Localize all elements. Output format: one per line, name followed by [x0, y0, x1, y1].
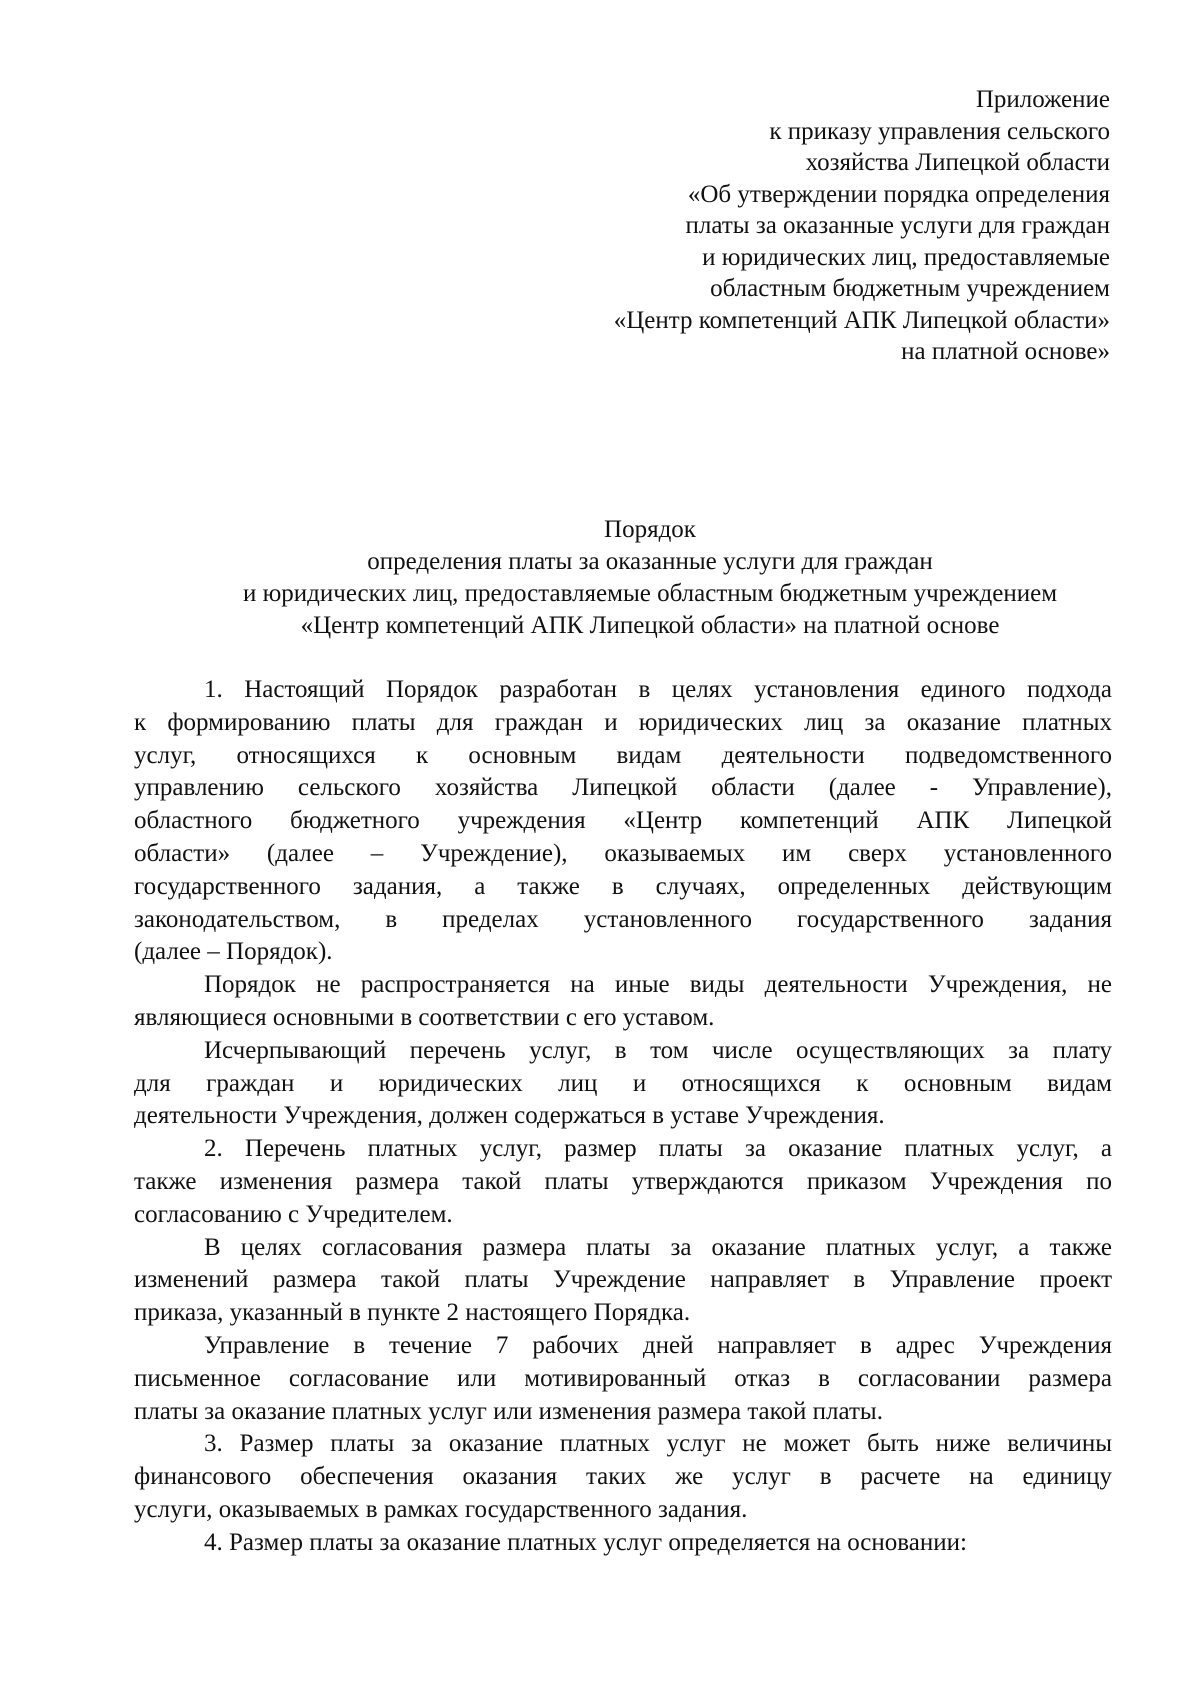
paragraph-line: 3. Размер платы за оказание платных услуг не может быть ниже величины: [204, 1430, 1112, 1458]
paragraph-line: платы за оказание платных услуг или изменения размера такой платы.: [134, 1397, 883, 1425]
paragraph: [134, 1330, 1112, 1428]
document-body: [134, 674, 1112, 1560]
paragraph-line: 2. Перечень платных услуг, размер платы за оказание платных услуг, а: [204, 1135, 1112, 1163]
paragraph: [134, 674, 1112, 969]
paragraph-line: согласованию с Учредителем.: [134, 1200, 453, 1228]
paragraph-line: являющиеся основными в соответствии с его уставом.: [134, 1003, 715, 1031]
paragraph: [134, 1428, 1112, 1526]
title-line: Порядок: [604, 516, 696, 543]
paragraph-line: письменное согласование или мотивированный отказ в согласовании размера: [134, 1364, 1112, 1392]
paragraph-line: В целях согласования размера платы за оказание платных услуг, а также: [204, 1233, 1112, 1261]
paragraph-line: 4. Размер платы за оказание платных услуг определяется на основании:: [204, 1528, 967, 1556]
paragraph-line: к формированию платы для граждан и юридических лиц за оказание платных: [134, 708, 1112, 736]
paragraph-line: (далее – Порядок).: [134, 938, 333, 966]
paragraph-line: Управление в течение 7 рабочих дней направляет в адрес Учреждения: [204, 1331, 1112, 1359]
paragraph-line: услуги, оказываемых в рамках государственного задания.: [134, 1495, 748, 1523]
paragraph: [134, 969, 1112, 1035]
paragraph-line: законодательством, в пределах установленного государственного задания: [134, 905, 1112, 933]
appendix-line: на платной основе»: [901, 338, 1110, 365]
paragraph-line: государственного задания, а также в случаях, определенных действующим: [134, 872, 1112, 900]
paragraph-line: управлению сельского хозяйства Липецкой области (далее - Управление),: [134, 774, 1112, 802]
title-line: «Центр компетенций АПК Липецкой области» на платной основе: [300, 612, 1000, 639]
appendix-line: хозяйства Липецкой области: [805, 149, 1110, 176]
paragraph-line: услуг, относящихся к основным видам деятельности подведомственного: [134, 741, 1112, 769]
paragraph: [134, 1133, 1112, 1231]
appendix-line: платы за оказанные услуги для граждан: [685, 212, 1110, 239]
paragraph: [134, 1527, 1112, 1560]
paragraph-line: финансового обеспечения оказания таких же услуг в расчете на единицу: [134, 1463, 1112, 1491]
title-line: определения платы за оказанные услуги для граждан: [367, 548, 933, 575]
appendix-line: «Об утверждении порядка определения: [687, 180, 1110, 208]
paragraph-line: области» (далее – Учреждение), оказываемых им сверх установленного: [134, 839, 1112, 867]
paragraph-line: для граждан и юридических лиц и относящихся к основным видам: [134, 1069, 1112, 1097]
paragraph: [134, 1232, 1112, 1330]
appendix-line: к приказу управления сельского: [769, 117, 1110, 145]
paragraph: [134, 1035, 1112, 1133]
paragraph-line: приказа, указанный в пункте 2 настоящего Порядка.: [134, 1299, 691, 1327]
document-title: [100, 514, 1200, 642]
paragraph-line: изменений размера такой платы Учреждение направляет в Управление проект: [134, 1266, 1112, 1294]
paragraph-line: также изменения размера такой платы утверждаются приказом Учреждения по: [134, 1167, 1112, 1195]
appendix-line: и юридических лиц, предоставляемые: [702, 243, 1110, 271]
paragraph-line: Исчерпывающий перечень услуг, в том числе осуществляющих за плату: [204, 1036, 1112, 1064]
paragraph-line: 1. Настоящий Порядок разработан в целях установления единого подхода: [204, 676, 1112, 703]
appendix-header: [390, 84, 1110, 368]
paragraph-line: Порядок не распространяется на иные виды деятельности Учреждения, не: [204, 971, 1112, 999]
paragraph-line: областного бюджетного учреждения «Центр компетенций АПК Липецкой: [134, 807, 1112, 835]
appendix-line: областным бюджетным учреждением: [710, 275, 1110, 302]
appendix-line: Приложение: [975, 86, 1110, 113]
appendix-line: «Центр компетенций АПК Липецкой области»: [613, 306, 1110, 334]
title-line: и юридических лиц, предоставляемые областным бюджетным учреждением: [242, 580, 1058, 607]
paragraph-line: деятельности Учреждения, должен содержаться в уставе Учреждения.: [134, 1102, 885, 1130]
